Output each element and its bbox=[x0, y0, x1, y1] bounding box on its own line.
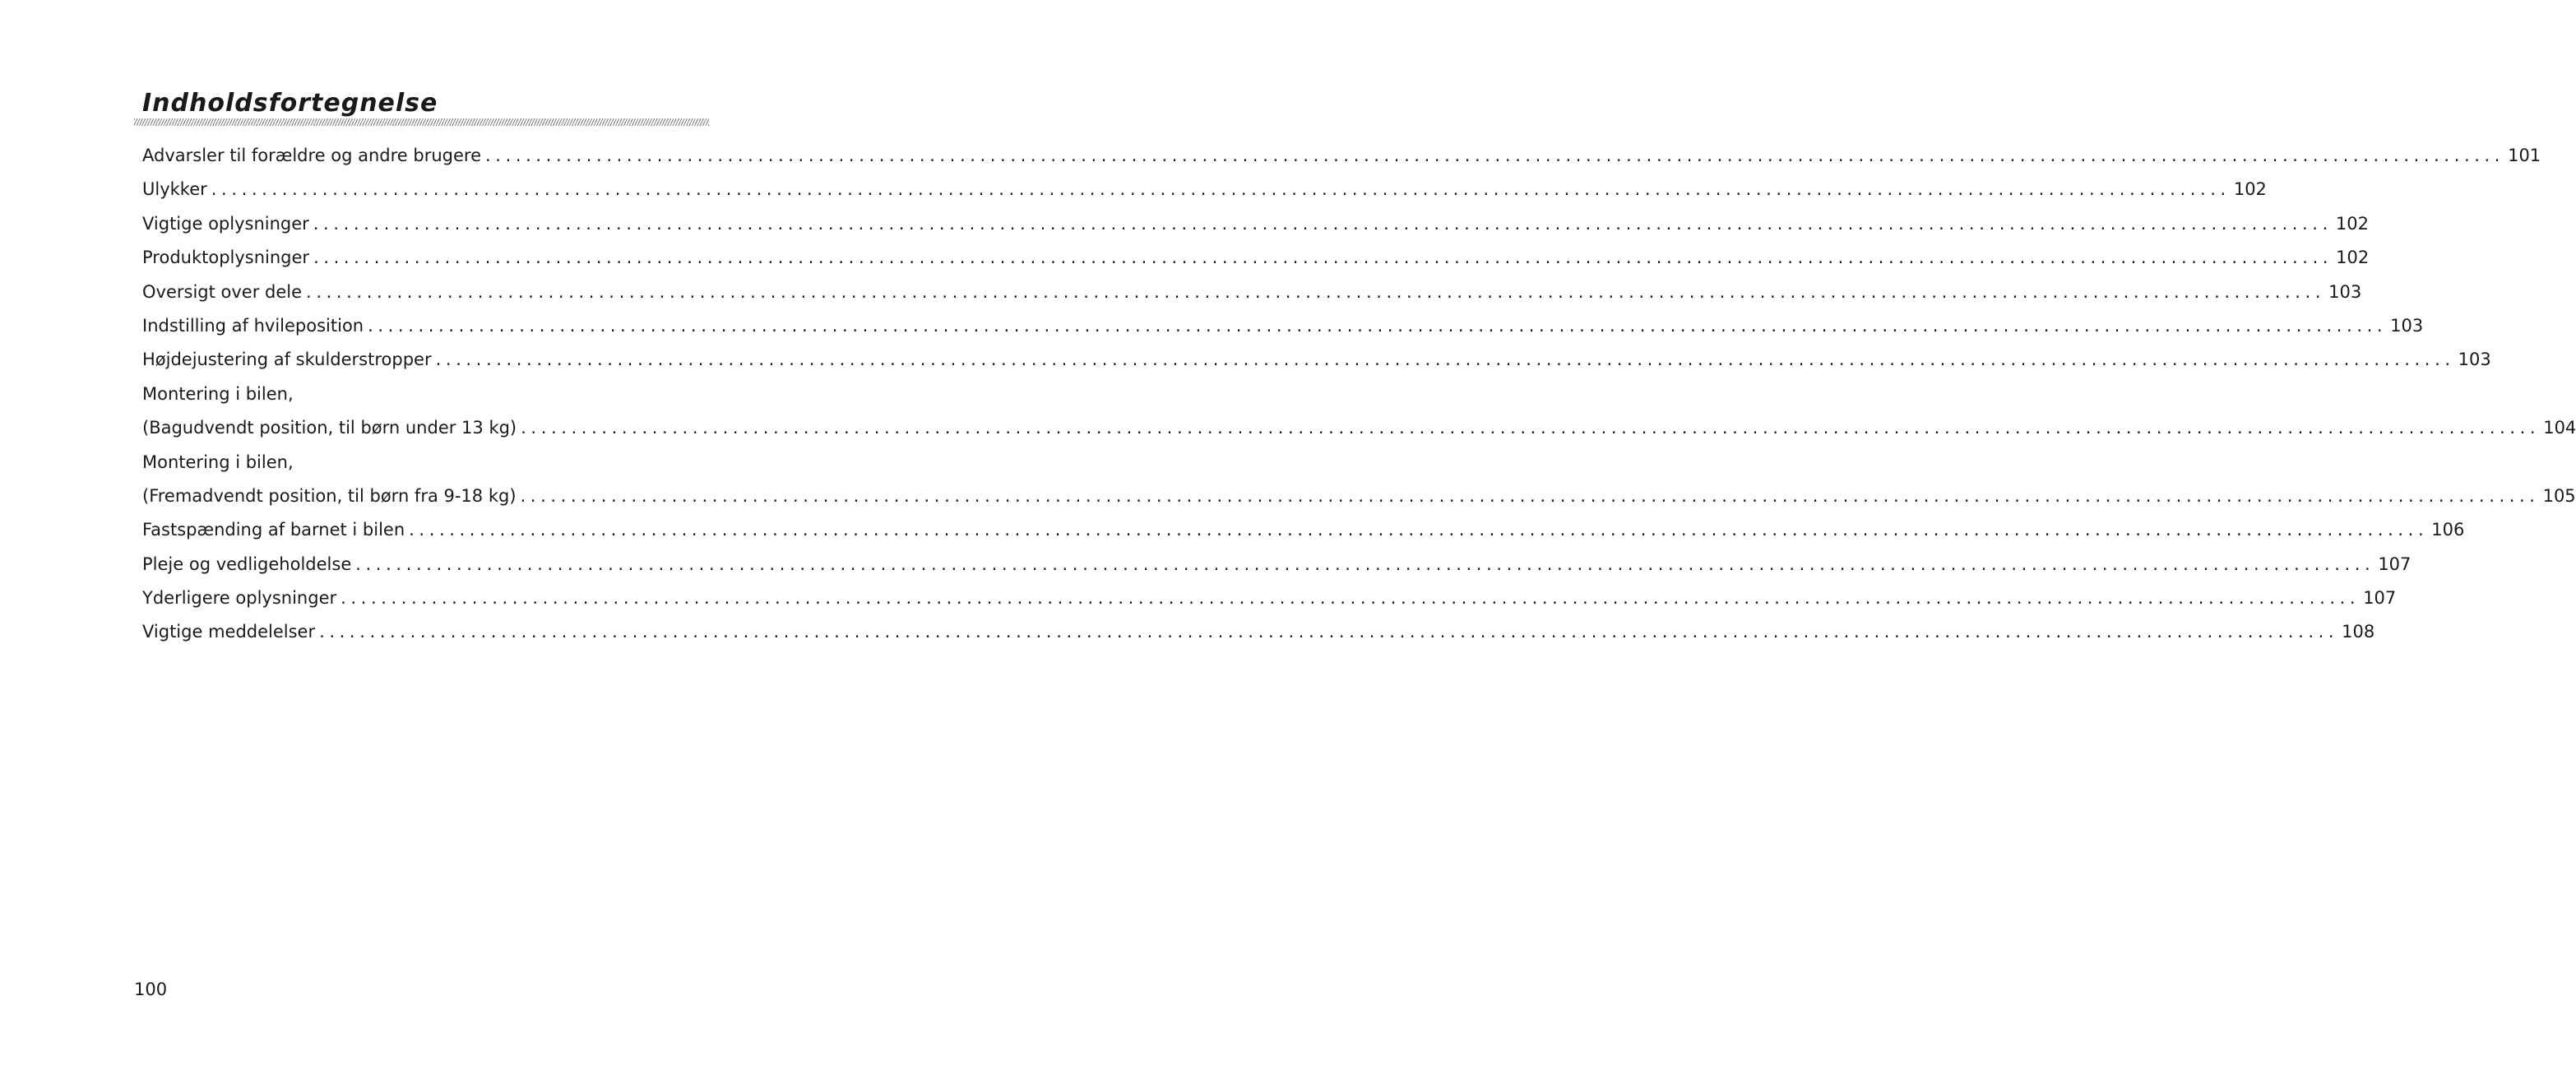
toc-entry-page: 103 bbox=[2390, 315, 2424, 336]
toc-entry bbox=[142, 343, 2491, 377]
toc-entry-continued bbox=[142, 378, 711, 411]
toc-dot-leader: ........................................................................................................................................................................................................ bbox=[521, 418, 2541, 438]
toc-entry-label: Pleje og vedligeholdelse bbox=[142, 554, 352, 574]
toc-entry-label: Indstilling af hvileposition bbox=[142, 315, 364, 336]
toc-entry bbox=[142, 479, 2576, 513]
toc-entry-label: Oversigt over dele bbox=[142, 281, 303, 302]
toc-entry bbox=[142, 615, 2375, 649]
toc-entry-page: 107 bbox=[2363, 588, 2397, 609]
toc-dot-leader: ........................................................................................................................................................................................................ bbox=[355, 554, 2375, 574]
toc-dot-leader: ........................................................................................................................................................................................................ bbox=[409, 520, 2429, 540]
toc-dot-leader: ........................................................................................................................................................................................................ bbox=[319, 622, 2339, 642]
toc-entry bbox=[142, 207, 2369, 241]
toc-entry-label: (Fremadvendt position, til børn fra 9-18 kg) bbox=[142, 485, 517, 506]
toc-entry-page: 103 bbox=[2458, 350, 2491, 370]
toc-entry-page: 104 bbox=[2543, 418, 2576, 438]
toc-entry-page: 105 bbox=[2542, 485, 2576, 506]
toc-entry-page: 108 bbox=[2342, 622, 2375, 642]
table-of-contents bbox=[142, 139, 2576, 650]
toc-entry bbox=[142, 276, 2362, 309]
toc-dot-leader: ........................................................................................................................................................................................................ bbox=[341, 588, 2361, 609]
toc-entry-label: Advarsler til forældre og andre brugere bbox=[142, 146, 482, 165]
toc-entry bbox=[142, 581, 2397, 615]
toc-entry-page: 107 bbox=[2378, 554, 2412, 574]
toc-entry-label: Yderligere oplysninger bbox=[142, 588, 337, 609]
toc-entry-label: (Bagudvendt position, til børn under 13 kg) bbox=[142, 418, 517, 438]
toc-entry bbox=[142, 513, 2465, 547]
toc-entry-page: 103 bbox=[2328, 281, 2362, 302]
toc-entry-page: 102 bbox=[2233, 179, 2267, 200]
page-title: Indholdsfortegnelse bbox=[142, 89, 438, 118]
toc-entry-label: Vigtige oplysninger bbox=[142, 213, 309, 234]
toc-entry-label: Vigtige meddelelser bbox=[142, 622, 316, 642]
toc-entry bbox=[142, 241, 2370, 275]
toc-dot-leader: ........................................................................................................................................................................................................ bbox=[313, 248, 2333, 268]
page-number: 100 bbox=[134, 980, 168, 999]
toc-entry-label: Fastspænding af barnet i bilen bbox=[142, 520, 405, 540]
toc-entry bbox=[142, 139, 2541, 173]
toc-entry bbox=[142, 411, 2576, 445]
toc-entry-page: 106 bbox=[2431, 520, 2465, 540]
toc-entry-label: Montering i bilen, bbox=[142, 452, 294, 472]
toc-dot-leader: ........................................................................................................................................................................................................ bbox=[211, 179, 2231, 200]
toc-entry-label: Montering i bilen, bbox=[142, 383, 294, 404]
toc-entry-label: Ulykker bbox=[142, 179, 207, 200]
toc-entry bbox=[142, 309, 2424, 343]
toc-dot-leader: ........................................................................................................................................................................................................ bbox=[313, 213, 2333, 234]
toc-entry-page: 102 bbox=[2336, 248, 2370, 268]
toc-entry bbox=[142, 548, 2412, 581]
title-underline-rule bbox=[134, 118, 709, 126]
toc-entry-page: 102 bbox=[2335, 213, 2369, 234]
toc-dot-leader: ........................................................................................................................................................................................................ bbox=[435, 350, 2455, 370]
toc-entry-label: Produktoplysninger bbox=[142, 248, 310, 268]
toc-dot-leader: ........................................................................................................................................................................................................ bbox=[368, 315, 2388, 336]
toc-entry-page: 101 bbox=[2508, 146, 2541, 165]
toc-dot-leader: ........................................................................................................................................................................................................ bbox=[520, 485, 2540, 506]
toc-dot-leader: ........................................................................................................................................................................................................ bbox=[485, 146, 2505, 165]
toc-entry-label: Højdejustering af skulderstropper bbox=[142, 350, 432, 370]
toc-entry-continued bbox=[142, 446, 711, 479]
toc-entry bbox=[142, 173, 2267, 206]
toc-dot-leader: ........................................................................................................................................................................................................ bbox=[306, 281, 2326, 302]
